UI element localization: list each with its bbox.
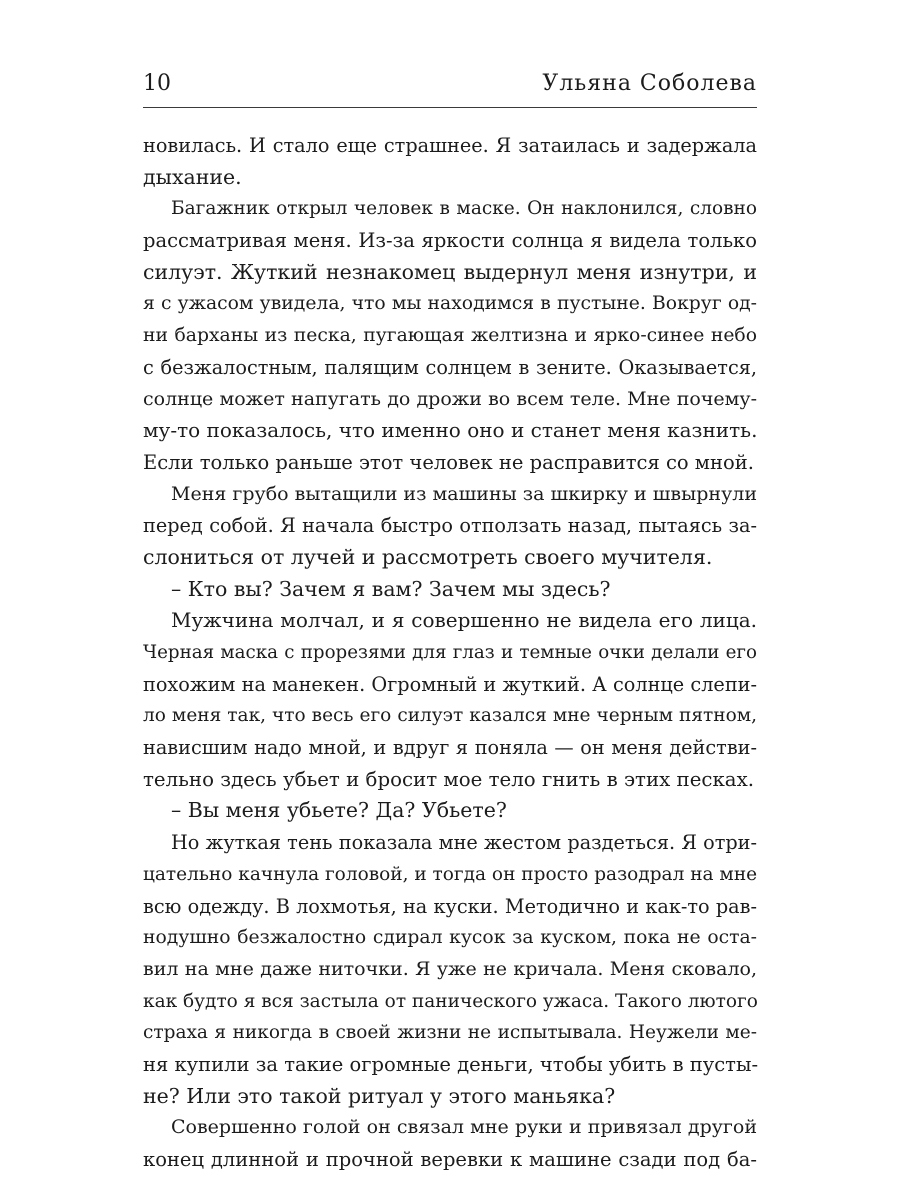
text-line: нависшим надо мной, и вдруг я поняла — он меня действи- bbox=[143, 736, 757, 760]
text-line: Совершенно голой он связал мне руки и привязал другой bbox=[171, 1116, 757, 1139]
text-line: солнце может напугать до дрожи во всем теле. Мне почему- bbox=[143, 387, 757, 410]
text-line: страха я никогда в своей жизни не испытывала. Неужели ме- bbox=[143, 1022, 757, 1044]
text-line: новилась. И стало еще страшнее. Я затаилась и задержала bbox=[143, 134, 757, 157]
text-line: похожим на манекен. Огромный и жуткий. А солнце слепи- bbox=[143, 672, 757, 696]
text-line: ни барханы из песка, пугающая желтизна и ярко-синее небо bbox=[143, 325, 757, 347]
text-line: перед собой. Я начала быстро отползать назад, пытаясь за- bbox=[143, 514, 757, 538]
text-line: всю одежду. В лохмотья, на куски. Методично и как-то рав- bbox=[143, 894, 757, 918]
text-line: ло меня так, что весь его силуэт казался мне черным пятном, bbox=[143, 705, 757, 727]
text-line: Багажник открыл человек в маске. Он наклонился, словно bbox=[171, 198, 757, 220]
header-rule bbox=[143, 107, 757, 108]
page-number: 10 bbox=[143, 71, 171, 96]
text-line: конец длинной и прочной веревки к машине сзади под ба- bbox=[143, 1148, 757, 1171]
text-line: му-то показалось, что именно оно и станет меня казнить. bbox=[143, 418, 758, 443]
text-line: дыхание. bbox=[143, 164, 242, 189]
text-line: Но жуткая тень показала мне жестом раздеться. Я отри- bbox=[171, 831, 757, 855]
text-line: Если только раньше этот человек не расправится со мной. bbox=[143, 450, 754, 474]
text-line: не? Или это такой ритуал у этого маньяка? bbox=[143, 1083, 616, 1108]
text-line: – Вы меня убьете? Да? Убьете? bbox=[171, 798, 507, 823]
author-name: Ульяна Соболева bbox=[542, 71, 757, 96]
text-line: Мужчина молчал, и я совершенно не видела его лица. bbox=[171, 608, 757, 633]
text-line: – Кто вы? Зачем я вам? Зачем мы здесь? bbox=[171, 576, 611, 601]
running-head bbox=[143, 66, 757, 102]
text-line: ня купили за такие огромные деньги, чтобы убить в пусты- bbox=[143, 1052, 759, 1076]
text-line: рассматривая меня. Из-за яркости солнца я видела только bbox=[143, 229, 757, 253]
text-line: вил на мне даже ниточки. Я уже не кричала. Меня сковало, bbox=[143, 957, 757, 980]
text-line: тельно здесь убьет и бросит мое тело гнить в этих песках. bbox=[143, 767, 754, 791]
text-line: я с ужасом увидела, что мы находимся в пустыне. Вокруг од- bbox=[143, 293, 757, 315]
text-line: слониться от лучей и рассмотреть своего мучителя. bbox=[143, 544, 713, 569]
text-line: Черная маска с прорезями для глаз и темные очки делали его bbox=[143, 642, 757, 663]
text-line: цательно качнула головой, и тогда он просто разодрал на мне bbox=[143, 863, 758, 885]
body-text bbox=[143, 130, 757, 1176]
text-line: Меня грубо вытащили из машины за шкирку и швырнули bbox=[171, 482, 757, 505]
text-line: нодушно безжалостно сдирал кусок за куском, пока не оста- bbox=[143, 927, 757, 949]
text-line: как будто я вся застыла от панического ужаса. Такого лютого bbox=[143, 990, 758, 1012]
text-line: с безжалостным, палящим солнцем в зените. Оказывается, bbox=[143, 355, 757, 379]
book-page bbox=[143, 0, 757, 1200]
text-line: силуэт. Жуткий незнакомец выдернул меня изнутри, и bbox=[143, 259, 757, 284]
